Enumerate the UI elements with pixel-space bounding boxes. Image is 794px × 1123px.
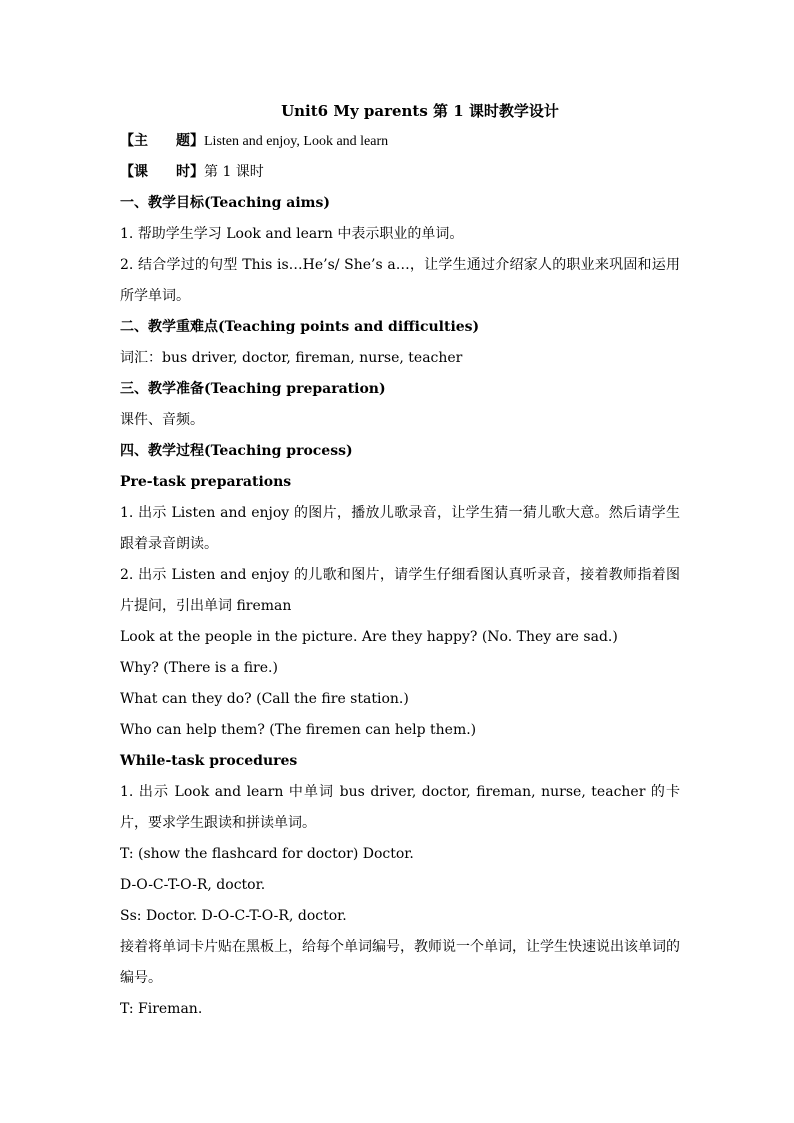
dialogue-line: Why? (There is a fire.) <box>120 660 278 676</box>
while-task-step-2: 接着将单词卡片贴在黑板上，给每个单词编号，教师说一个单词，让学生快速说出该单词的编号。 <box>120 939 680 986</box>
dialogue-line: Look at the people in the picture. Are they happy? (No. They are sad.) <box>120 629 618 645</box>
dialogue-line: Who can help them? (The firemen can help them.) <box>120 722 477 738</box>
period-label-start: 【课 <box>120 164 148 180</box>
page-title: Unit6 My parents 第 1 课时教学设计 <box>281 102 559 120</box>
topic-label-end: 题】 <box>176 133 204 149</box>
dialogue-line: D-O-C-T-O-R, doctor. <box>120 877 266 893</box>
period-line <box>120 157 680 188</box>
section-heading-preparation: 三、教学准备(Teaching preparation) <box>120 381 386 397</box>
section-heading-process: 四、教学过程(Teaching process) <box>120 443 353 459</box>
section-heading-aims: 一、教学目标(Teaching aims) <box>120 195 330 211</box>
dialogue-line: What can they do? (Call the fire station.) <box>120 691 409 707</box>
section-heading-points: 二、教学重难点(Teaching points and difficulties) <box>120 319 480 335</box>
period-value: 第 1 课时 <box>204 164 264 180</box>
document-page <box>120 100 680 1025</box>
dialogue-line: T: Fireman. <box>120 1001 203 1017</box>
points-vocabulary: 词汇：bus driver, doctor, fireman, nurse, teacher <box>120 350 463 366</box>
while-task-heading: While-task procedures <box>120 753 298 769</box>
pre-task-step-1: 1. 出示 Listen and enjoy 的图片，播放儿歌录音，让学生猜一猜儿歌大意。然后请学生跟着录音朗读。 <box>120 505 680 552</box>
aims-item-2: 2. 结合学过的句型 This is…He’s/ She’s a…，让学生通过介绍家人的职业来巩固和运用所学单词。 <box>120 257 680 304</box>
while-task-step-1: 1. 出示 Look and learn 中单词 bus driver, doctor, fireman, nurse, teacher 的卡片，要求学生跟读和拼读单词。 <box>120 784 680 831</box>
period-label-end: 时】 <box>176 164 204 180</box>
topic-line <box>120 126 680 157</box>
pre-task-heading: Pre-task preparations <box>120 474 292 490</box>
preparation-items: 课件、音频。 <box>120 412 204 428</box>
dialogue-line: Ss: Doctor. D-O-C-T-O-R, doctor. <box>120 908 347 924</box>
pre-task-step-2: 2. 出示 Listen and enjoy 的儿歌和图片，请学生仔细看图认真听录音，接着教师指着图片提问，引出单词 fireman <box>120 567 680 614</box>
aims-item-1: 1. 帮助学生学习 Look and learn 中表示职业的单词。 <box>120 226 464 242</box>
topic-value: Listen and enjoy, Look and learn <box>204 134 389 149</box>
topic-label-start: 【主 <box>120 133 148 149</box>
dialogue-line: T: (show the flashcard for doctor) Doctor. <box>120 846 414 862</box>
